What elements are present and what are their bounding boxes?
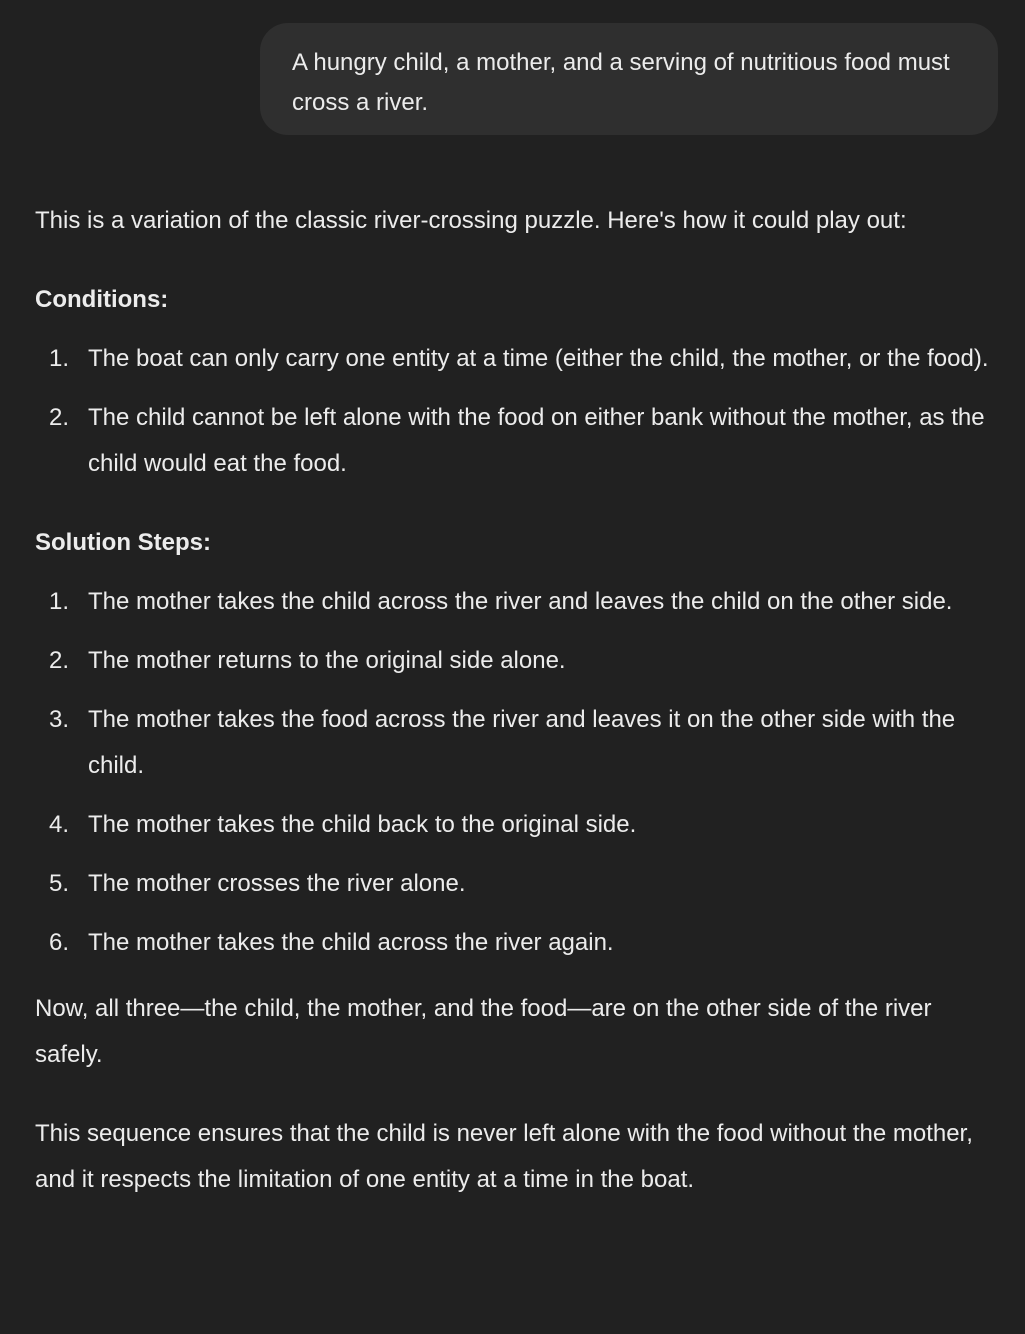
conditions-heading: Conditions: <box>35 286 169 313</box>
user-message-text: A hungry child, a mother, and a serving of nutritious food must cross a river. <box>292 49 950 116</box>
list-item <box>35 861 1000 907</box>
list-item-text: The mother takes the child across the river again. <box>88 929 614 956</box>
list-item-text: The mother takes the food across the river and leaves it on the other side with the child. <box>88 706 956 779</box>
summary-paragraph: Now, all three—the child, the mother, and the food—are on the other side of the river safely. <box>35 995 932 1068</box>
list-item-number: 6. <box>49 929 70 956</box>
list-item-text: The mother takes the child across the river and leaves the child on the other side. <box>88 588 953 615</box>
list-item-text: The child cannot be left alone with the food on either bank without the mother, as the child would eat the food. <box>88 404 985 477</box>
list-item-number: 3. <box>49 706 70 733</box>
list-item-text: The boat can only carry one entity at a time (either the child, the mother, or the food). <box>88 345 989 372</box>
list-item <box>35 579 1000 625</box>
list-item <box>35 638 1000 684</box>
list-item-text: The mother returns to the original side alone. <box>88 647 566 674</box>
list-item-number: 5. <box>49 870 70 897</box>
list-item-text: The mother crosses the river alone. <box>88 870 466 897</box>
user-message-bubble <box>260 23 998 135</box>
list-item <box>35 395 1000 487</box>
list-item <box>35 920 1000 966</box>
list-item-number: 4. <box>49 811 70 838</box>
list-item <box>35 802 1000 848</box>
list-item <box>35 697 1000 789</box>
list-item-text: The mother takes the child back to the original side. <box>88 811 637 838</box>
list-item-number: 1. <box>49 345 70 372</box>
list-item-number: 2. <box>49 404 70 431</box>
assistant-message <box>35 198 1000 1203</box>
intro-paragraph: This is a variation of the classic river-crossing puzzle. Here's how it could play out: <box>35 207 907 234</box>
list-item-number: 1. <box>49 588 70 615</box>
solution-steps-heading: Solution Steps: <box>35 529 211 556</box>
conditions-list <box>35 336 1000 487</box>
solution-steps-list <box>35 579 1000 966</box>
closing-paragraph: This sequence ensures that the child is never left alone with the food without the mother, and it respects the limitation of one entity at a time in the boat. <box>35 1120 973 1193</box>
list-item-number: 2. <box>49 647 70 674</box>
list-item <box>35 336 1000 382</box>
